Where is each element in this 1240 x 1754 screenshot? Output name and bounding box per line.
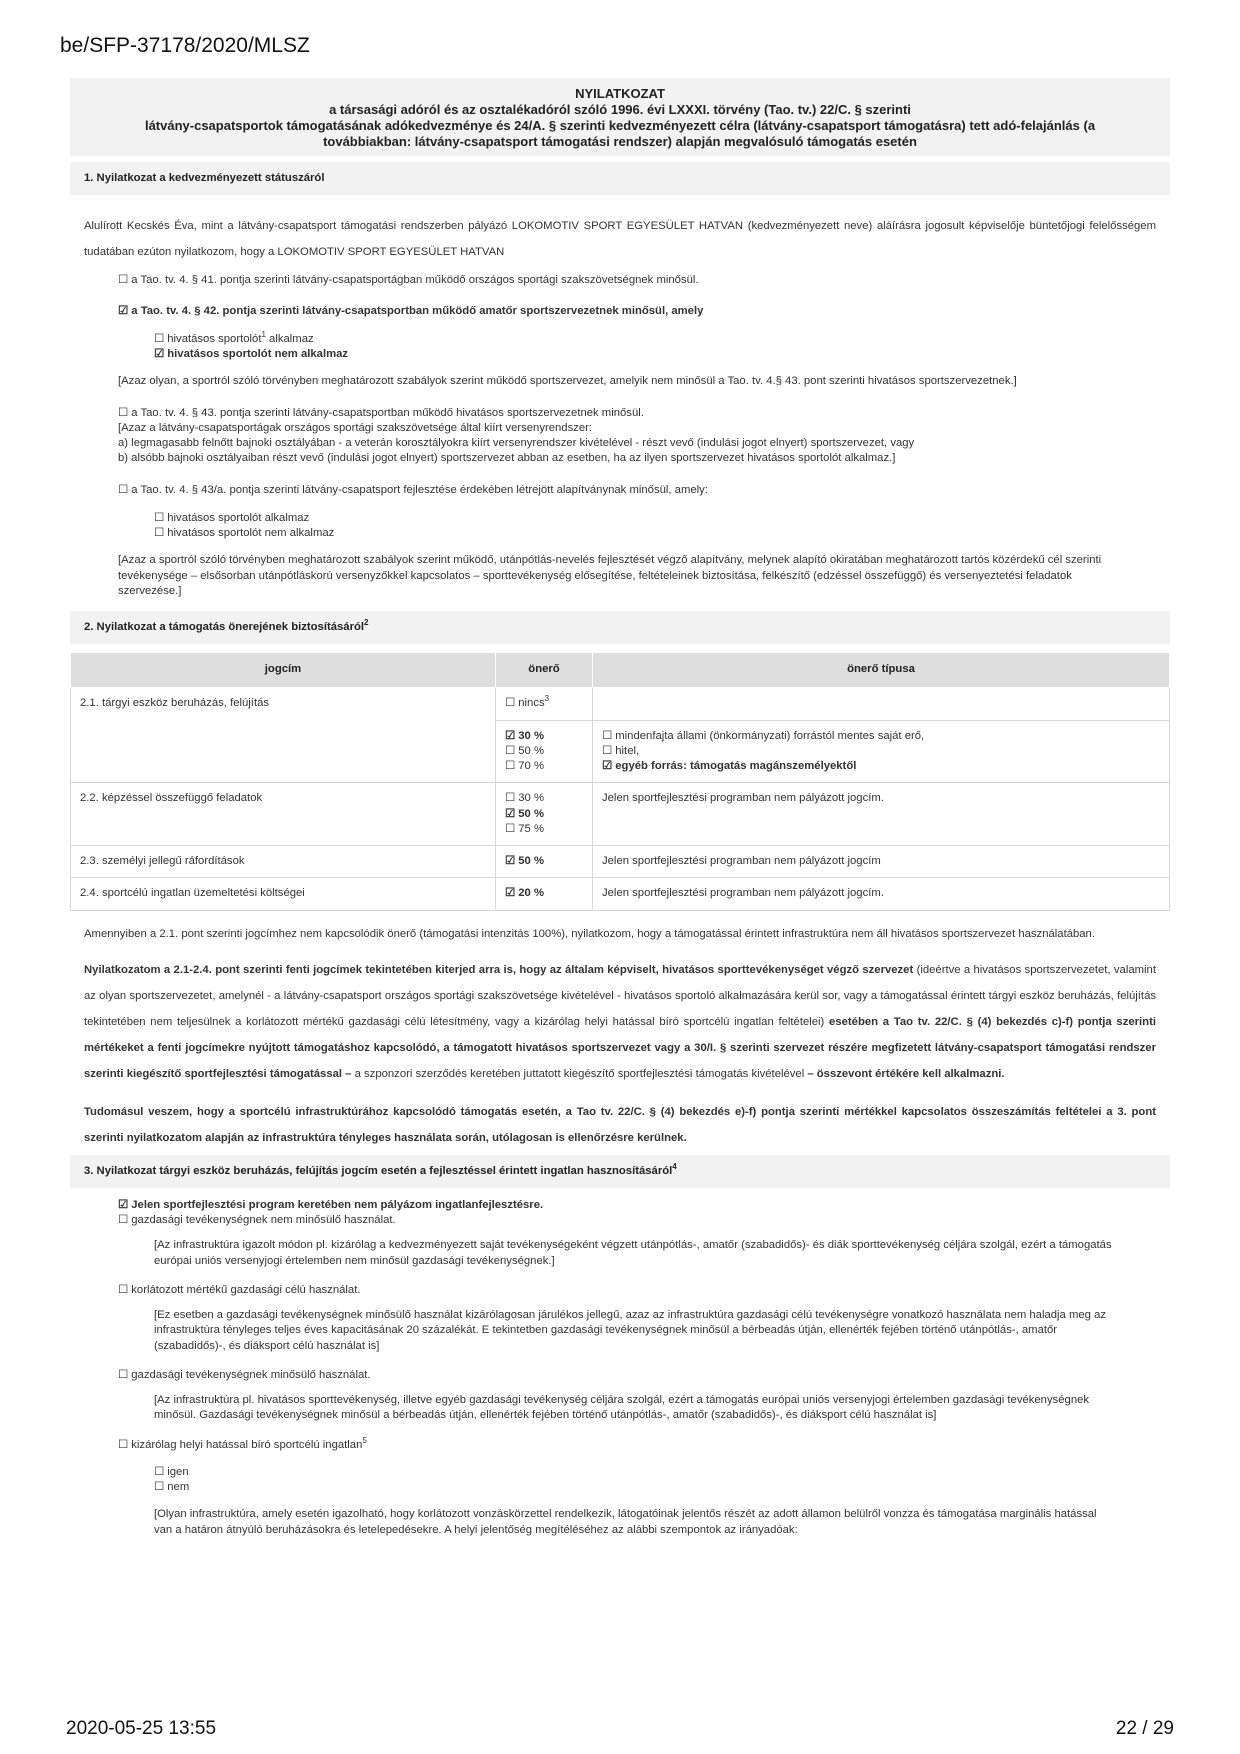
note-line: b) alsóbb bajnoki osztályaiban részt vevő (indulási jogot elnyert) sportszervezet abban az esetben, ha az ilyen sportszervezet hivatásos sportolót alkalmaz.] xyxy=(118,452,896,465)
table-header-row xyxy=(71,653,1170,687)
option-text: ☐ kizárólag helyi hatással bíró sportcélú ingatlan xyxy=(118,1438,363,1451)
cell-type-options xyxy=(593,720,1170,783)
s1-option-42b[interactable]: ☑ hivatásos sportolót nem alkalmaz xyxy=(154,348,349,360)
note-line: [Azaz a látvány-csapatsportágak országos sportági szakszövetsége által kiírt versenyrendszer: xyxy=(118,421,593,434)
type-option-other[interactable]: ☑ egyéb forrás: támogatás magánszemélyektől xyxy=(602,760,857,772)
cell-none-option[interactable] xyxy=(496,687,593,720)
row-label: 2.3. személyi jellegű ráfordítások xyxy=(71,846,496,878)
s1-intro: Alulírott Kecskés Éva, mint a látvány-csapatsport támogatási rendszerben pályázó LOKOMOTIV SPORT EGYESÜLET HATVAN (kedvezményezett neve) aláírásra jogosult képviselője büntetőjogi felelősségem tudatában ezúton nyilatkozom, hogy a LOKOMOTIV SPORT EGYESÜLET HATVAN xyxy=(84,220,1156,259)
s1-option-43a-note: [Azaz a sportról szóló törvényben meghatározott szabályok szerint működő, utánpótlás-nevelés fejlesztését végző alapítvány, melynek alapító okiratában meghatározott tartós közérdekű cél szerinti tevékenysége – elsősorban utánpótláskorú versenyzőkkel kapcsolatos – sporttevékenység elősegítése, feltételeinek biztosítása, felkészítő (edzéssel összefüggő) és versenyeztetési feladatok szervezése.] xyxy=(118,554,1102,597)
header-line: látvány-csapatsportok támogatásának adókedvezménye és 24/A. § szerinti kedvezményezett célra (látvány-csapatsport támogatásra) tett adó-felajánlás (a xyxy=(144,118,1096,133)
section-3-title xyxy=(70,1155,1170,1188)
s3-option-local-impact-no[interactable]: ☐ nem xyxy=(154,1481,190,1493)
text: a szponzori szerződés keretében juttatott kiegészítő sportfejlesztési támogatás kivételével xyxy=(351,1067,808,1080)
empty-cell xyxy=(593,687,1170,720)
percent-option-20[interactable]: ☑ 20 % xyxy=(496,878,593,910)
note-line: a) legmagasabb felnőtt bajnoki osztályában - a veterán korosztályokra kiírt versenyrendszer kivételével - részt vevő (indulási jogot elnyert) sportszervezet, vagy xyxy=(118,437,915,449)
s2-paragraph-1: Amennyiben a 2.1. pont szerinti jogcímhez nem kapcsolódik önerő (támogatási intenzitás 100%), nyilatkozom, hogy a támogatással érintett infrastruktúra nem áll hivatásos sportszervezet használatában. xyxy=(84,927,1095,940)
header-title: NYILATKOZAT xyxy=(575,86,665,101)
option-text: alkalmaz xyxy=(265,332,314,345)
percent-option-30[interactable]: ☐ 30 % xyxy=(505,792,545,805)
cell-type: Jelen sportfejlesztési programban nem pályázott jogcím xyxy=(593,846,1170,878)
s1-option-42a[interactable] xyxy=(140,329,1170,347)
bold-text: – összevont értékére kell alkalmazni. xyxy=(807,1067,1005,1080)
s2-paragraph-2 xyxy=(70,957,1170,1087)
self-contribution-table xyxy=(70,652,1170,910)
s2-paragraph-3: Tudomásul veszem, hogy a sportcélú infrastruktúrához kapcsolódó támogatás esetén, a Tao tv. 22/C. § (4) bekezdés e)-f) pontja szerinti mértékkel kapcsolatos összeszámítás feltételei a 3. pont szerinti nyilatkozatom alapján az infrastruktúra tényleges használata során, utólagosan is ellenőrzésre kerülnek. xyxy=(84,1105,1156,1144)
section-title-text: 2. Nyilatkozat a támogatás önerejének biztosításáról xyxy=(84,621,365,633)
s3-option-local-impact[interactable] xyxy=(104,1435,1170,1453)
percent-option-50[interactable]: ☑ 50 % xyxy=(496,846,593,878)
s3-option-limited-economic-note: [Ez esetben a gazdasági tevékenységnek minősülő használat kizárólagosan járulékos jellegű, azaz az infrastruktúra gazdasági célú tevékenységre vonatkozó használata nem haladja meg az infrastruktúra tényleges teljes éves kapacitásának 20 százalékát. E tekintetben gazdasági tevékenységnek minősül a bérbeadás útján, ellenérték fejében történő utánpótlás-, amatőr (szabadidős)-, és diáksport célú használat is] xyxy=(154,1309,1107,1352)
footnote-ref: 2 xyxy=(364,618,369,628)
cell-type: Jelen sportfejlesztési programban nem pályázott jogcím. xyxy=(593,878,1170,910)
s3-option-local-impact-note: [Olyan infrastruktúra, amely esetén igazolható, hogy korlátozott vonzáskörzettel rendelkezik, látogatóinak jelentős részét az adott államon belülről vonzza és támogatása marginális hatással van a határon átnyúló beruházásokra és letelepedésekre. A helyi jelentőség megítéléséhez az alábbi szempontok az irányadóak: xyxy=(154,1508,1097,1536)
footer-page-number: 22 / 29 xyxy=(1115,1718,1174,1739)
s1-option-43-note xyxy=(104,421,1170,467)
s1-option-43[interactable]: ☐ a Tao. tv. 4. § 43. pontja szerinti látvány-csapatsportban működő hivatásos sportszervezetnek minősül. xyxy=(118,406,644,419)
section-1-title: 1. Nyilatkozat a kedvezményezett státuszáról xyxy=(70,162,1170,195)
percent-option-30[interactable]: ☑ 30 % xyxy=(505,729,545,742)
section-title-text: 3. Nyilatkozat tárgyi eszköz beruházás, felújítás jogcím esetén a fejlesztéssel érintett ingatlan hasznosításáról xyxy=(84,1164,673,1177)
bold-text: esetében a Tao tv. 22/C. § (4) bekezdés c)-f) pontja szerinti mértékeket a fenti jogcímekre nyújtott támogatáshoz kapcsolódó, a támogatott hivatásos sportszervezet vagy a 30/I. § szerinti szervezet részére megfizetett látvány-csapatsport támogatási rendszer szerinti kiegészítő sportfejlesztési támogatással – xyxy=(84,1015,1156,1080)
footnote-ref: 3 xyxy=(544,693,550,703)
column-header-onero-tipusa: önerő típusa xyxy=(593,653,1170,687)
s1-option-43a-not-employs[interactable]: ☐ hivatásos sportolót nem alkalmaz xyxy=(154,527,335,539)
s1-option-42[interactable]: ☑ a Tao. tv. 4. § 42. pontja szerinti látvány-csapatsportban működő amatőr sportszervezetnek minősül, amely xyxy=(118,304,704,317)
percent-option-75[interactable]: ☐ 75 % xyxy=(505,822,545,835)
footnote-ref: 1 xyxy=(261,329,266,339)
cell-percent-options xyxy=(496,783,593,846)
s3-option-limited-economic[interactable]: ☐ korlátozott mértékű gazdasági célú használat. xyxy=(118,1283,361,1296)
footnote-ref: 5 xyxy=(362,1435,367,1445)
cell-percent-options xyxy=(496,720,593,783)
section-2-title xyxy=(70,611,1170,644)
s1-option-41[interactable]: ☐ a Tao. tv. 4. § 41. pontja szerinti látvány-csapatsportágban működő országos sportági szakszövetségnek minősül. xyxy=(118,274,699,287)
table-row xyxy=(71,878,1170,910)
header-line: a társasági adóról és az osztalékadóról szóló 1996. évi LXXXI. törvény (Tao. tv.) 22/C. § szerinti xyxy=(329,102,911,117)
percent-option-70[interactable]: ☐ 70 % xyxy=(505,760,545,772)
row-label: 2.4. sportcélú ingatlan üzemeltetési költségei xyxy=(71,878,496,910)
s1-option-42-note: [Azaz olyan, a sportról szóló törvényben meghatározott szabályok szerint működő sportszervezet, amelyik nem minősül a Tao. tv. 4.§ 43. pont szerinti hivatásos sportszervezetnek.] xyxy=(118,375,1017,388)
type-option-own-funds[interactable]: ☐ mindenfajta állami (önkormányzati) forrástól mentes saját erő, xyxy=(602,729,925,742)
percent-option-50[interactable]: ☐ 50 % xyxy=(505,744,545,757)
footer-timestamp: 2020-05-25 13:55 xyxy=(66,1718,217,1739)
s3-option-non-economic[interactable]: ☐ gazdasági tevékenységnek nem minősülő használat. xyxy=(118,1214,396,1226)
bold-text: Nyilatkozatom a 2.1-2.4. pont szerinti fenti jogcímek tekintetében kiterjed arra is, hogy az általam képviselt, hivatásos sporttevékenységet végző szervezet xyxy=(84,963,914,976)
footnote-ref: 4 xyxy=(672,1161,677,1171)
table-row xyxy=(71,783,1170,846)
column-header-oneró: önerő xyxy=(496,653,593,687)
percent-option-50[interactable]: ☑ 50 % xyxy=(505,807,545,820)
row-label: 2.1. tárgyi eszköz beruházás, felújítás xyxy=(71,687,496,783)
table-row xyxy=(71,846,1170,878)
declaration-header xyxy=(70,78,1170,156)
cell-type: Jelen sportfejlesztési programban nem pályázott jogcím. xyxy=(593,783,1170,846)
text: (ideértve a hivatásos sportszervezetet, valamint az olyan sportszervezetet, amelynél - a látvány-csapatsport országos sportági szakszövetsége kivételével - hivatásos sportoló alkalmazására kerül sor, vagy a támogatással érintett tárgyi eszköz beruházás, felújítás tekintetében nem teljesülnek a korlátozott mértékű gazdasági célú létesítmény, vagy a kizárólag helyi hatással bíró sportcélú ingatlan feltételei) xyxy=(84,963,1156,1028)
s3-option-non-economic-note: [Az infrastruktúra igazolt módon pl. kizárólag a kedvezményezett saját tevékenységeként végzett utánpótlás-, amatőr (szabadidős)- és diák sporttevékenység céljára szolgál, ezért a támogatás európai uniós versenyjogi értelemben nem minősül gazdasági tevékenységnek.] xyxy=(154,1239,1112,1267)
s1-option-43a[interactable]: ☐ a Tao. tv. 4. § 43/a. pontja szerinti látvány-csapatsport fejlesztése érdekében létrejött alapítványnak minősül, amely: xyxy=(118,483,708,496)
s3-option-local-impact-yes[interactable]: ☐ igen xyxy=(154,1465,189,1478)
option-text: ☐ nincs xyxy=(505,696,545,709)
document-body xyxy=(70,78,1170,1538)
s3-option-no-development[interactable]: ☑ Jelen sportfejlesztési program keretében nem pályázom ingatlanfejlesztésre. xyxy=(118,1198,544,1211)
s1-option-43a-employs[interactable]: ☐ hivatásos sportolót alkalmaz xyxy=(154,511,310,524)
header-line: továbbiakban: látvány-csapatsport támogatási rendszer) alapján megvalósuló támogatás esetén xyxy=(323,134,917,149)
row-label: 2.2. képzéssel összefüggő feladatok xyxy=(71,783,496,846)
s3-option-economic-note: [Az infrastruktúra pl. hivatásos sporttevékenység, illetve egyéb gazdasági tevékenység céljára szolgál, ezért a támogatás európai uniós versenyjogi értelemben gazdasági tevékenységnek minősül. Gazdasági tevékenységnek minősül a bérbeadás útján, ellenérték fejében történő utánpótlás-, amatőr (szabadidős)-, és diáksport célú használat is] xyxy=(154,1394,1090,1422)
s3-option-economic[interactable]: ☐ gazdasági tevékenységnek minősülő használat. xyxy=(118,1368,371,1381)
table-row xyxy=(71,687,1170,720)
option-text: ☐ hivatásos sportolót xyxy=(154,332,262,345)
type-option-loan[interactable]: ☐ hitel, xyxy=(602,744,640,757)
column-header-jogcim: jogcím xyxy=(71,653,496,687)
document-id: be/SFP-37178/2020/MLSZ xyxy=(60,34,310,57)
